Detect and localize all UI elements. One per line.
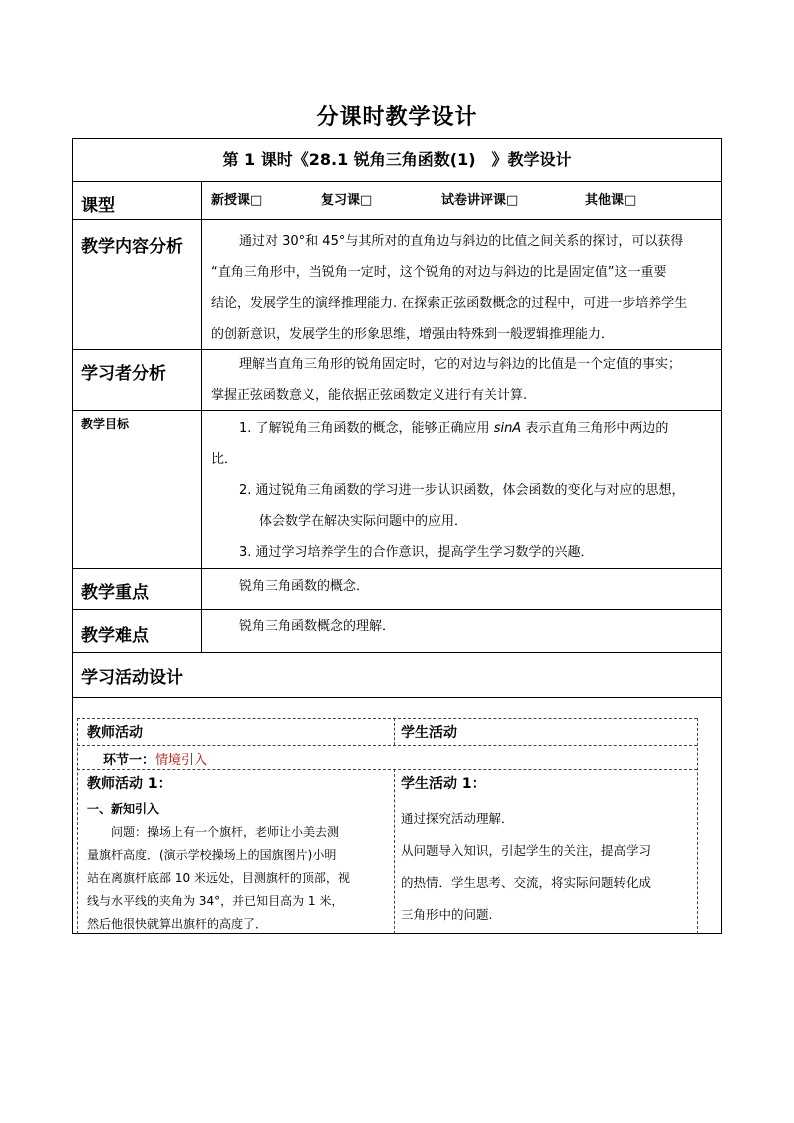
text-line: 通过探究活动理解． xyxy=(401,811,514,826)
text-line: 然后他很快就算出旗杆的高度了． xyxy=(87,917,268,931)
text-line: 站在离旗杆底部 10 米远处，目测旗杆的顶部，视 xyxy=(87,871,350,885)
objective-1-cont: 比． xyxy=(211,452,238,467)
dashed-line xyxy=(77,718,697,719)
dashed-line xyxy=(77,745,697,746)
dashed-line xyxy=(77,718,78,934)
text-line: 一、新知引入 xyxy=(87,802,160,816)
column-divider xyxy=(201,181,202,652)
text-line: 的热情．学生思考、交流，将实际问题转化成 xyxy=(401,875,652,890)
learner-analysis-label: 学习者分析 xyxy=(81,364,166,384)
activity-design-label: 学习活动设计 xyxy=(81,668,183,688)
row-divider xyxy=(73,697,721,698)
objective-2-cont: 体会数学在解决实际问题中的应用． xyxy=(259,514,468,529)
dashed-line xyxy=(697,718,698,934)
document-title: 分课时教学设计 xyxy=(316,105,478,130)
option-other-lesson: 其他课□ xyxy=(585,193,637,208)
text-line: 结论，发展学生的演绎推理能力. 在探索正弦函数概念的过程中，可进一步培养学生 xyxy=(211,296,688,311)
section-name: 情境引入 xyxy=(155,753,208,768)
content-analysis-text xyxy=(211,226,717,350)
row-divider xyxy=(73,609,721,610)
student-activity-1-content xyxy=(401,803,693,931)
row-divider xyxy=(73,410,721,411)
difficulty-label: 教学难点 xyxy=(81,626,149,646)
text-line: 三角形中的问题. xyxy=(401,907,493,922)
student-activity-1-title: 学生活动 1： xyxy=(401,776,486,792)
text-line: 掌握正弦函数意义，能依据正弦函数定义进行有关计算. xyxy=(211,388,528,403)
row-divider xyxy=(73,181,721,182)
lesson-type-label: 课型 xyxy=(81,196,115,216)
objective-1-pre: 1. 了解锐角三角函数的概念，能够正确应用 xyxy=(239,421,490,436)
teacher-activity-header: 教师活动 xyxy=(87,725,143,741)
text-line: 理解当直角三角形的锐角固定时，它的对边与斜边的比值是一个定值的事实； xyxy=(239,357,682,372)
objective-2: 2. 通过锐角三角函数的学习进一步认识函数，体会函数的变化与对应的思想， xyxy=(239,483,685,498)
dashed-line xyxy=(77,769,697,770)
student-activity-header: 学生活动 xyxy=(401,725,457,741)
lesson-plan-table xyxy=(72,138,722,934)
option-exam-review-lesson: 试卷讲评课□ xyxy=(441,193,519,208)
row-divider xyxy=(73,652,721,653)
section-heading xyxy=(103,749,207,768)
text-line: 通过对 30°和 45°与其所对的直角边与斜边的比值之间关系的探讨，可以获得 xyxy=(239,234,684,249)
learner-analysis-text xyxy=(211,349,717,411)
objectives-label: 教学目标 xyxy=(81,417,130,431)
option-review-lesson: 复习课□ xyxy=(321,193,373,208)
objective-1 xyxy=(211,413,717,444)
key-point-label: 教学重点 xyxy=(81,583,149,603)
text-line: 线与水平线的夹角为 34°，并已知目高为 1 米， xyxy=(87,894,344,908)
text-line: 从问题导入知识，引起学生的关注，提高学习 xyxy=(401,843,652,858)
content-analysis-label: 教学内容分析 xyxy=(81,237,183,257)
key-point-text: 锐角三角函数的概念． xyxy=(239,579,370,594)
section-prefix: 环节一： xyxy=(103,753,156,768)
teacher-activity-1-content xyxy=(87,798,387,936)
objectives-text xyxy=(211,413,717,568)
objective-3: 3. 通过学习培养学生的合作意识，提高学生学习数学的兴趣． xyxy=(239,545,594,560)
text-line: “直角三角形中，当锐角一定时，这个锐角的对边与斜边的比是固定值”这一重要 xyxy=(211,265,667,280)
difficulty-text: 锐角三角函数概念的理解． xyxy=(239,619,396,634)
text-line: 问题：操场上有一个旗杆，老师让小美去测 xyxy=(87,825,340,839)
objective-1-post: 表示直角三角形中两边的 xyxy=(525,421,669,436)
dashed-line xyxy=(394,769,395,934)
dashed-line xyxy=(394,718,395,745)
option-new-lesson: 新授课□ xyxy=(211,193,263,208)
row-divider xyxy=(73,568,721,569)
text-line: 量旗杆高度．(演示学校操场上的国旗图片)小明 xyxy=(87,848,337,862)
formula-sinA: sinA xyxy=(493,421,522,436)
text-line: 的创新意识，发展学生的形象思维，增强由特殊到一般逻辑推理能力． xyxy=(211,327,615,342)
lesson-title: 第 1 课时《28.1 锐角三角函数(1) 》教学设计 xyxy=(222,150,572,169)
teacher-activity-1-title: 教师活动 1： xyxy=(87,776,172,792)
row-divider xyxy=(73,219,721,220)
